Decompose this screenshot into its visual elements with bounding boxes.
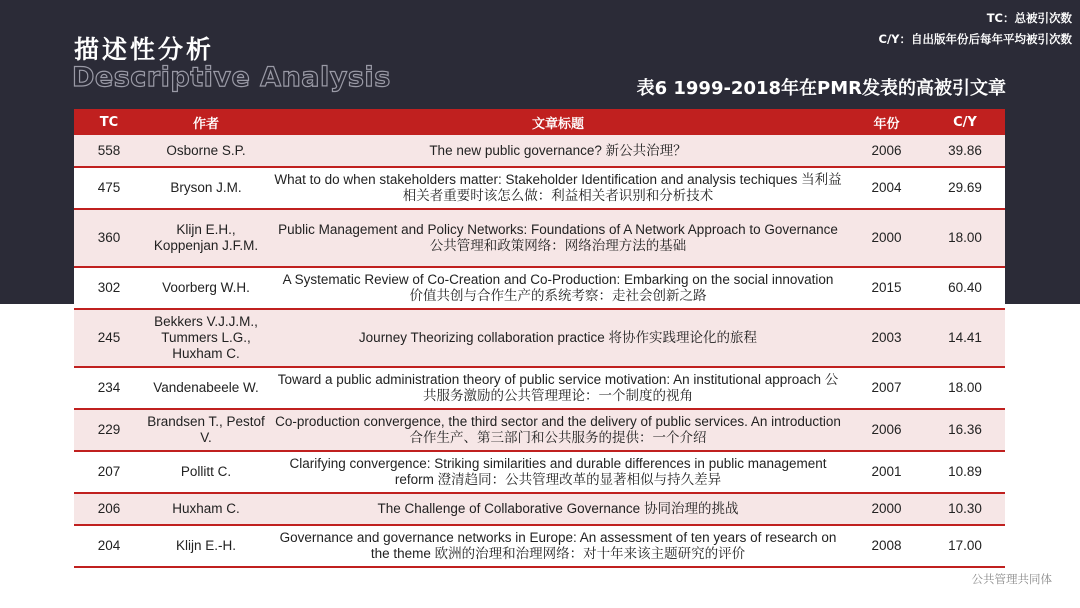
cell-year: 2006 xyxy=(871,142,902,158)
cell-title: The Challenge of Collaborative Governance 协同治理的挑战 xyxy=(377,501,739,516)
cell-tc: 475 xyxy=(97,180,121,195)
cell-year: 2007 xyxy=(871,380,902,395)
cell-author: Bekkers V.J.J.M., Tummers L.G., Huxham C. xyxy=(154,314,258,361)
cell-title: Clarifying convergence: Striking similarities and durable differences in public management reform 澄清趋同：公共管理改革的显著相似与持久差异 xyxy=(289,456,827,487)
section-title-cn: 描述性分析 xyxy=(74,35,215,64)
cell-cy: 18.00 xyxy=(948,380,982,395)
table-row xyxy=(74,135,1005,167)
cell-year: 2008 xyxy=(871,538,902,553)
cell-title: Governance and governance networks in Europe: An assessment of ten years of research on the theme 欧洲的治理和治理网络：对十年来该主题研究的评价 xyxy=(279,530,837,561)
legend-tc: TC：总被引次数 xyxy=(986,11,1072,25)
table-row xyxy=(74,167,1005,209)
column-header-cy: C/Y xyxy=(925,109,1005,135)
cell-title: A Systematic Review of Co-Creation and Co-Production: Embarking on the social innovation 价值共创与合作生产的系统考察：走社会创新之路 xyxy=(282,272,834,303)
legend-block xyxy=(879,8,1072,50)
cell-year: 2003 xyxy=(871,330,902,345)
cell-title: The new public governance? 新公共治理？ xyxy=(429,142,687,158)
cell-cy: 14.41 xyxy=(948,330,982,345)
citation-table xyxy=(74,109,1005,568)
column-header-tc: TC xyxy=(74,109,144,135)
cell-author: Brandsen T., Pestof V. xyxy=(147,414,265,445)
column-header-author: 作者 xyxy=(144,109,268,135)
cell-year: 2015 xyxy=(871,280,902,295)
cell-cy: 10.30 xyxy=(948,501,982,516)
cell-tc: 204 xyxy=(97,538,121,553)
column-header-title: 文章标题 xyxy=(268,109,848,135)
legend-cy: C/Y：自出版年份后每年平均被引次数 xyxy=(878,32,1072,46)
cell-year: 2004 xyxy=(871,180,902,195)
cell-cy: 18.00 xyxy=(948,230,982,245)
cell-tc: 360 xyxy=(97,230,121,245)
cell-cy: 17.00 xyxy=(948,538,982,553)
table-caption: 表6 1999-2018年在PMR发表的高被引文章 xyxy=(636,78,1006,99)
cell-cy: 29.69 xyxy=(948,180,982,195)
cell-author: Klijn E.-H. xyxy=(175,538,236,553)
cell-cy: 60.40 xyxy=(948,280,982,295)
table-header-row xyxy=(74,109,1005,135)
cell-author: Huxham C. xyxy=(172,501,240,516)
column-header-year: 年份 xyxy=(848,109,925,135)
cell-title: Co-production convergence, the third sector and the delivery of public services. An introduction 合作生产、第三部门和公共服务的提供：一个介绍 xyxy=(275,414,841,445)
table-row xyxy=(74,209,1005,267)
cell-author: Osborne S.P. xyxy=(166,142,246,158)
cell-cy: 39.86 xyxy=(948,142,982,158)
table-row xyxy=(74,451,1005,493)
cell-title: Public Management and Policy Networks: Foundations of A Network Approach to Governance 公共管理和政策网络：网络治理方法的基础 xyxy=(278,222,838,253)
table-row xyxy=(74,409,1005,451)
table-row xyxy=(74,525,1005,567)
table-row xyxy=(74,309,1005,367)
cell-tc: 302 xyxy=(97,280,121,295)
cell-author: Klijn E.H., Koppenjan J.F.M. xyxy=(153,222,259,253)
cell-title: What to do when stakeholders matter: Stakeholder Identification and analysis techiques 当利益相关者重要时该怎么做：利益相关者识别和分析技术 xyxy=(274,172,842,203)
footer-watermark: 公共管理共同体 xyxy=(971,572,1052,586)
cell-tc: 229 xyxy=(97,422,121,437)
cell-year: 2001 xyxy=(871,464,902,479)
cell-year: 2000 xyxy=(871,230,902,245)
cell-tc: 245 xyxy=(97,330,121,345)
cell-tc: 206 xyxy=(97,501,121,516)
cell-author: Voorberg W.H. xyxy=(162,280,250,295)
table-row xyxy=(74,267,1005,309)
cell-year: 2006 xyxy=(871,422,902,437)
cell-cy: 10.89 xyxy=(948,464,982,479)
section-title-en: Descriptive Analysis xyxy=(72,62,391,93)
cell-tc: 558 xyxy=(97,142,121,158)
cell-tc: 207 xyxy=(97,464,121,479)
citation-table-container xyxy=(74,109,1005,568)
table-row xyxy=(74,367,1005,409)
table-row xyxy=(74,493,1005,525)
cell-author: Vandenabeele W. xyxy=(153,380,259,395)
cell-year: 2000 xyxy=(871,501,902,516)
cell-title: Journey Theorizing collaboration practice 将协作实践理论化的旅程 xyxy=(358,330,758,345)
cell-author: Pollitt C. xyxy=(180,464,232,479)
cell-title: Toward a public administration theory of public service motivation: An institutional approach 公共服务激励的公共管理理论：一个制度的视角 xyxy=(277,372,839,403)
cell-tc: 234 xyxy=(97,380,121,395)
cell-cy: 16.36 xyxy=(948,422,982,437)
cell-author: Bryson J.M. xyxy=(170,180,242,195)
